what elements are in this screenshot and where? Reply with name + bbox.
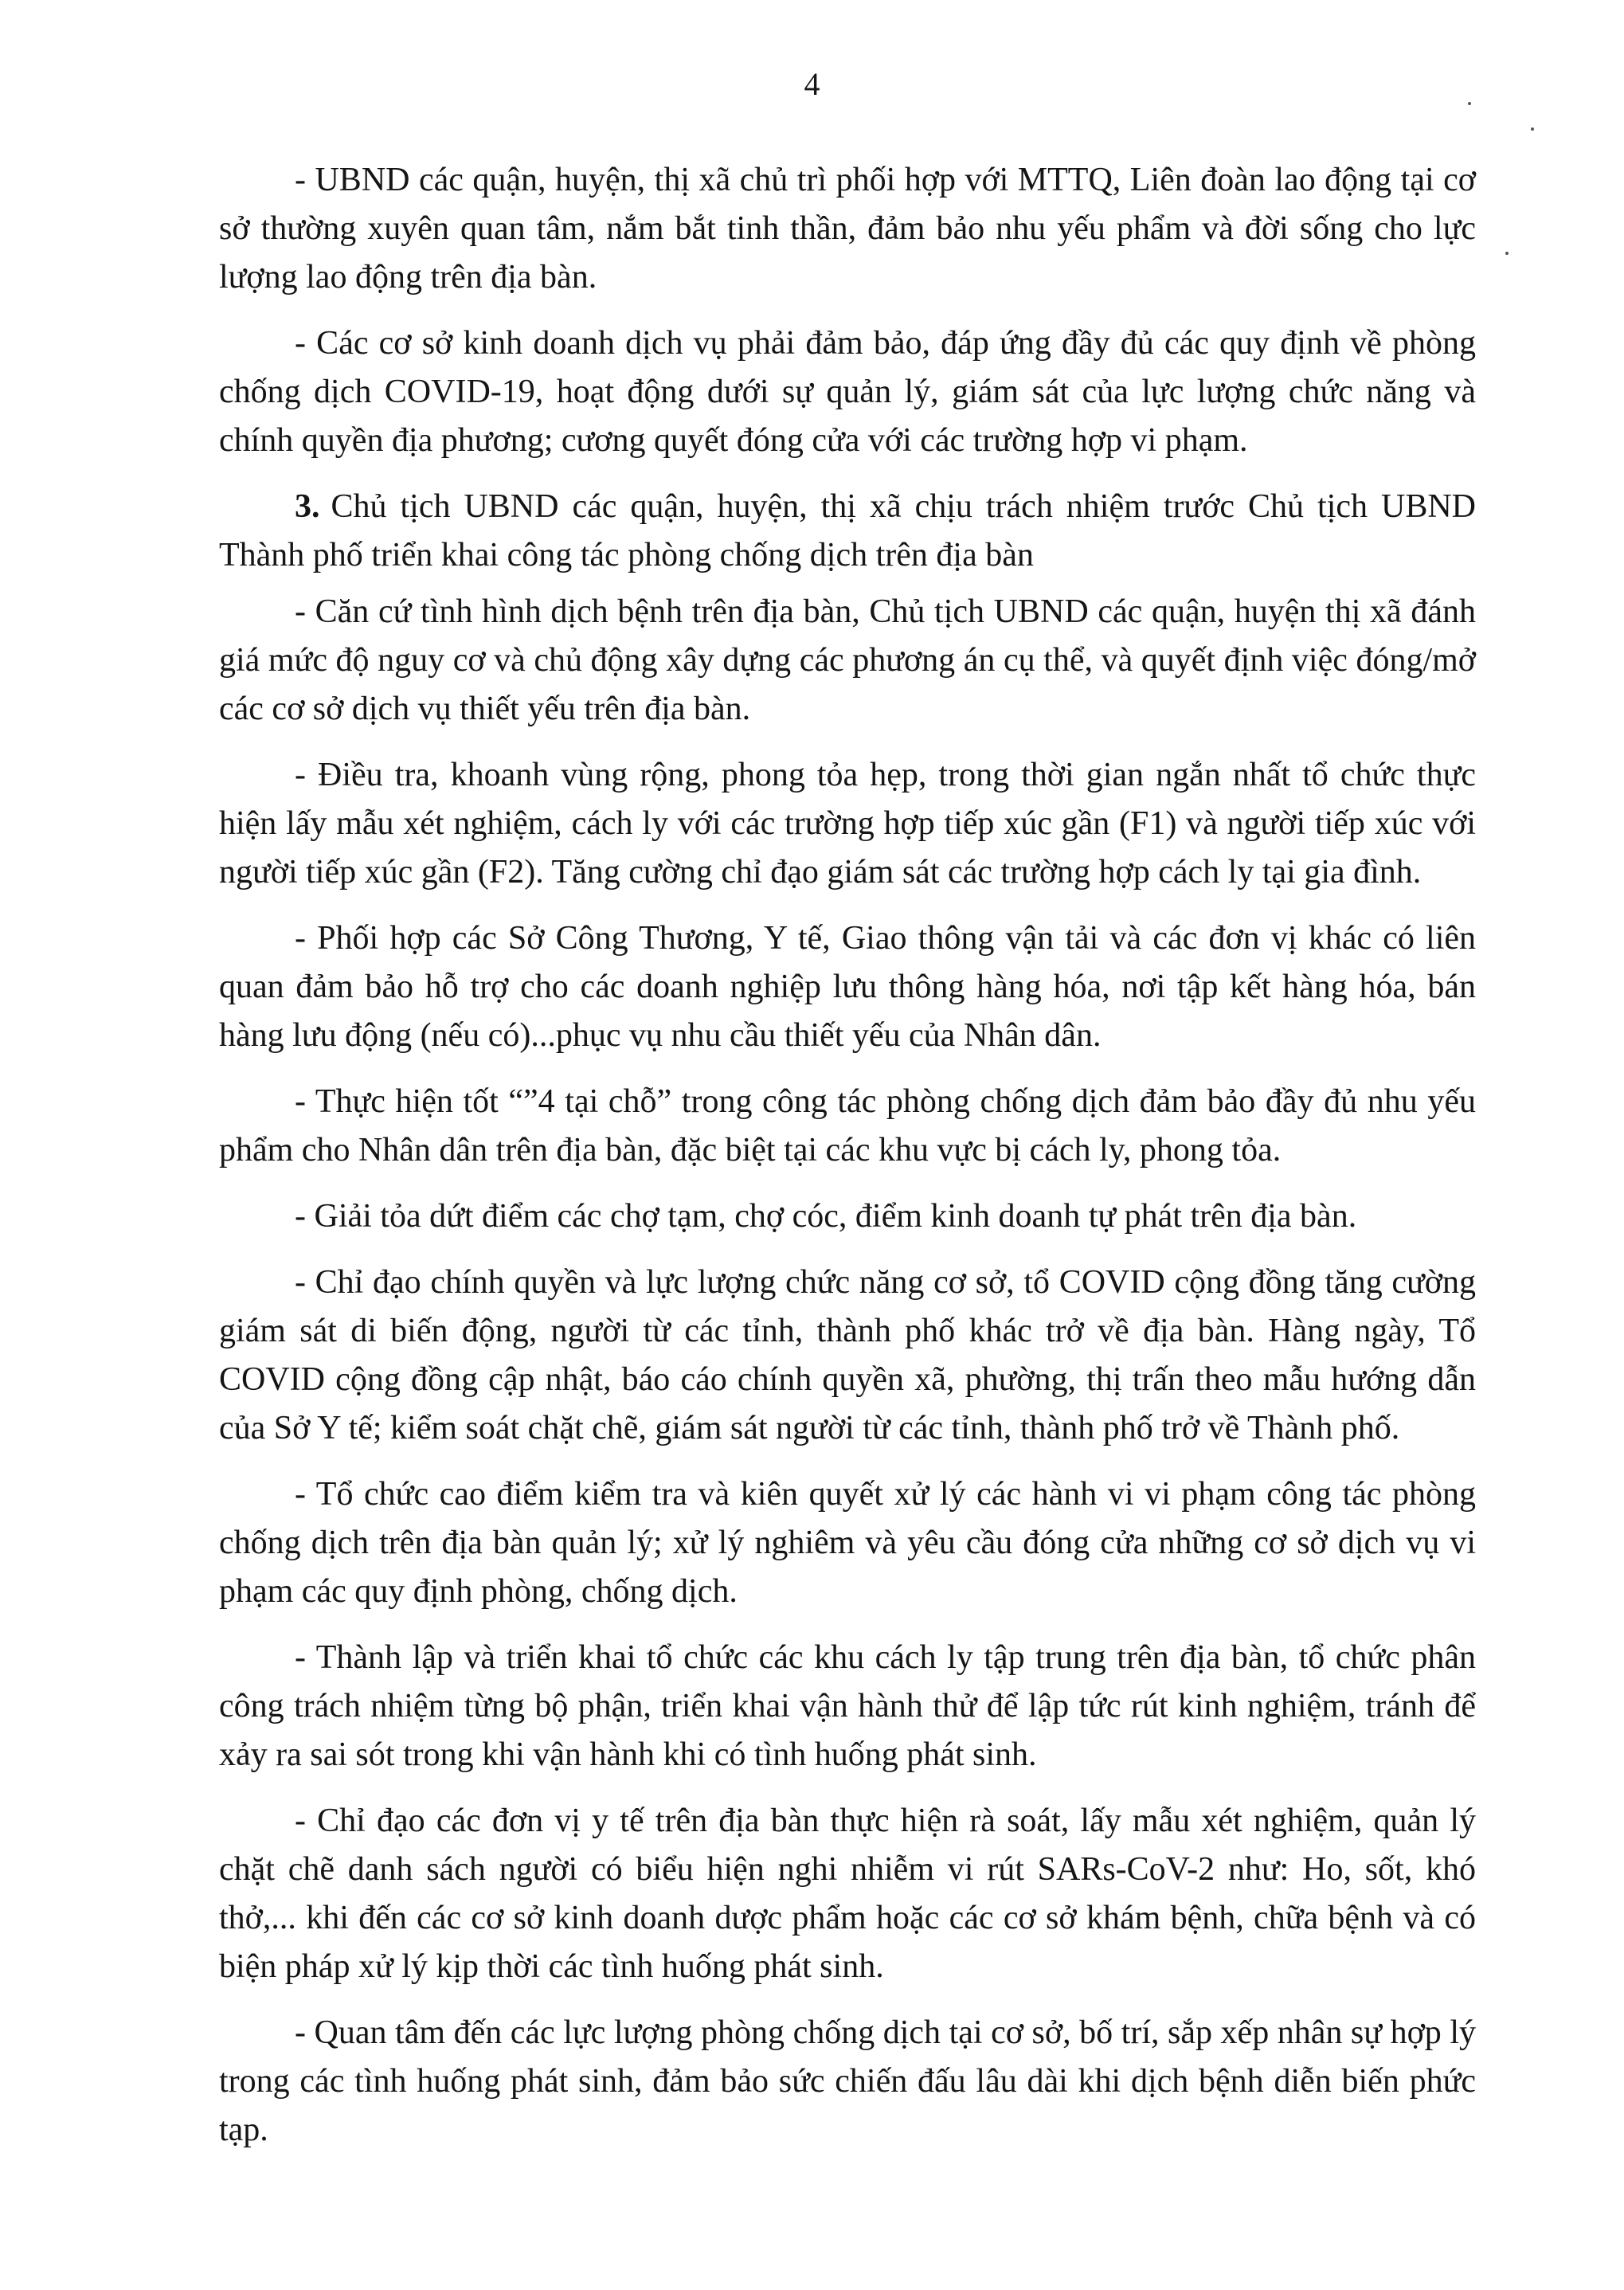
paragraph: - Thành lập và triển khai tổ chức các khu cách ly tập trung trên địa bàn, tổ chức phân công trách nhiệm từng bộ phận, triển khai vận hành thử để lập tức rút kinh nghiệm, tránh để xảy ra sai sót trong khi vận hành khi có tình huống phát sinh. [219, 1639, 1476, 1773]
paragraph: - Các cơ sở kinh doanh dịch vụ phải đảm bảo, đáp ứng đầy đủ các quy định về phòng chống dịch COVID-19, hoạt động dưới sự quản lý, giám sát của lực lượng chức năng và chính quyền địa phương; cương quyết đóng cửa với các trường hợp vi phạm. [219, 325, 1476, 459]
paragraph: - Thực hiện tốt “”4 tại chỗ” trong công tác phòng chống dịch đảm bảo đầy đủ nhu yếu phẩm cho Nhân dân trên địa bàn, đặc biệt tại các khu vực bị cách ly, phong tỏa. [219, 1083, 1476, 1168]
section-number: 3. [295, 488, 320, 525]
paragraph: - Chỉ đạo chính quyền và lực lượng chức năng cơ sở, tổ COVID cộng đồng tăng cường giám sát di biến động, người từ các tỉnh, thành phố khác trở về địa bàn. Hàng ngày, Tổ COVID cộng đồng cập nhật, báo cáo chính quyền xã, phường, thị trấn theo mẫu hướng dẫn của Sở Y tế; kiểm soát chặt chẽ, giám sát người từ các tỉnh, thành phố trở về Thành phố. [219, 1264, 1476, 1446]
section-text: Chủ tịch UBND các quận, huyện, thị xã chịu trách nhiệm trước Chủ tịch UBND Thành phố triển khai công tác phòng chống dịch trên địa bàn [219, 488, 1476, 573]
paragraph: - Giải tỏa dứt điểm các chợ tạm, chợ cóc, điểm kinh doanh tự phát trên địa bàn. [295, 1198, 1357, 1235]
scan-mark [1531, 127, 1534, 131]
paragraph: - Phối hợp các Sở Công Thương, Y tế, Giao thông vận tải và các đơn vị khác có liên quan đảm bảo hỗ trợ cho các doanh nghiệp lưu thông hàng hóa, nơi tập kết hàng hóa, bán hàng lưu động (nếu có)...phục vụ nhu cầu thiết yếu của Nhân dân. [219, 920, 1476, 1054]
page-number: 4 [804, 66, 820, 102]
paragraph: - Căn cứ tình hình dịch bệnh trên địa bàn, Chủ tịch UBND các quận, huyện thị xã đánh giá mức độ nguy cơ và chủ động xây dựng các phương án cụ thể, và quyết định việc đóng/mở các cơ sở dịch vụ thiết yếu trên địa bàn. [219, 593, 1476, 727]
paragraph: - Tổ chức cao điểm kiểm tra và kiên quyết xử lý các hành vi vi phạm công tác phòng chống dịch trên địa bàn quản lý; xử lý nghiêm và yêu cầu đóng cửa những cơ sở dịch vụ vi phạm các quy định phòng, chống dịch. [219, 1476, 1476, 1610]
document-body [219, 156, 1476, 2172]
scan-mark [1468, 102, 1471, 105]
paragraph: - Điều tra, khoanh vùng rộng, phong tỏa hẹp, trong thời gian ngắn nhất tổ chức thực hiện lấy mẫu xét nghiệm, cách ly với các trường hợp tiếp xúc gần (F1) và người tiếp xúc với người tiếp xúc gần (F2). Tăng cường chỉ đạo giám sát các trường hợp cách ly tại gia đình. [219, 757, 1476, 891]
paragraph: - Quan tâm đến các lực lượng phòng chống dịch tại cơ sở, bố trí, sắp xếp nhân sự hợp lý trong các tình huống phát sinh, đảm bảo sức chiến đấu lâu dài khi dịch bệnh diễn biến phức tạp. [219, 2014, 1476, 2148]
paragraph: - Chỉ đạo các đơn vị y tế trên địa bàn thực hiện rà soát, lấy mẫu xét nghiệm, quản lý chặt chẽ danh sách người có biểu hiện nghi nhiễm vi rút SARs-CoV-2 như: Ho, sốt, khó thở,... khi đến các cơ sở kinh doanh dược phẩm hoặc các cơ sở khám bệnh, chữa bệnh và có biện pháp xử lý kịp thời các tình huống phát sinh. [219, 1803, 1476, 1985]
scan-mark [1505, 252, 1509, 255]
paragraph: - UBND các quận, huyện, thị xã chủ trì phối hợp với MTTQ, Liên đoàn lao động tại cơ sở thường xuyên quan tâm, nắm bắt tinh thần, đảm bảo nhu yếu phẩm và đời sống cho lực lượng lao động trên địa bàn. [219, 162, 1476, 296]
section-3-heading [219, 483, 1476, 580]
